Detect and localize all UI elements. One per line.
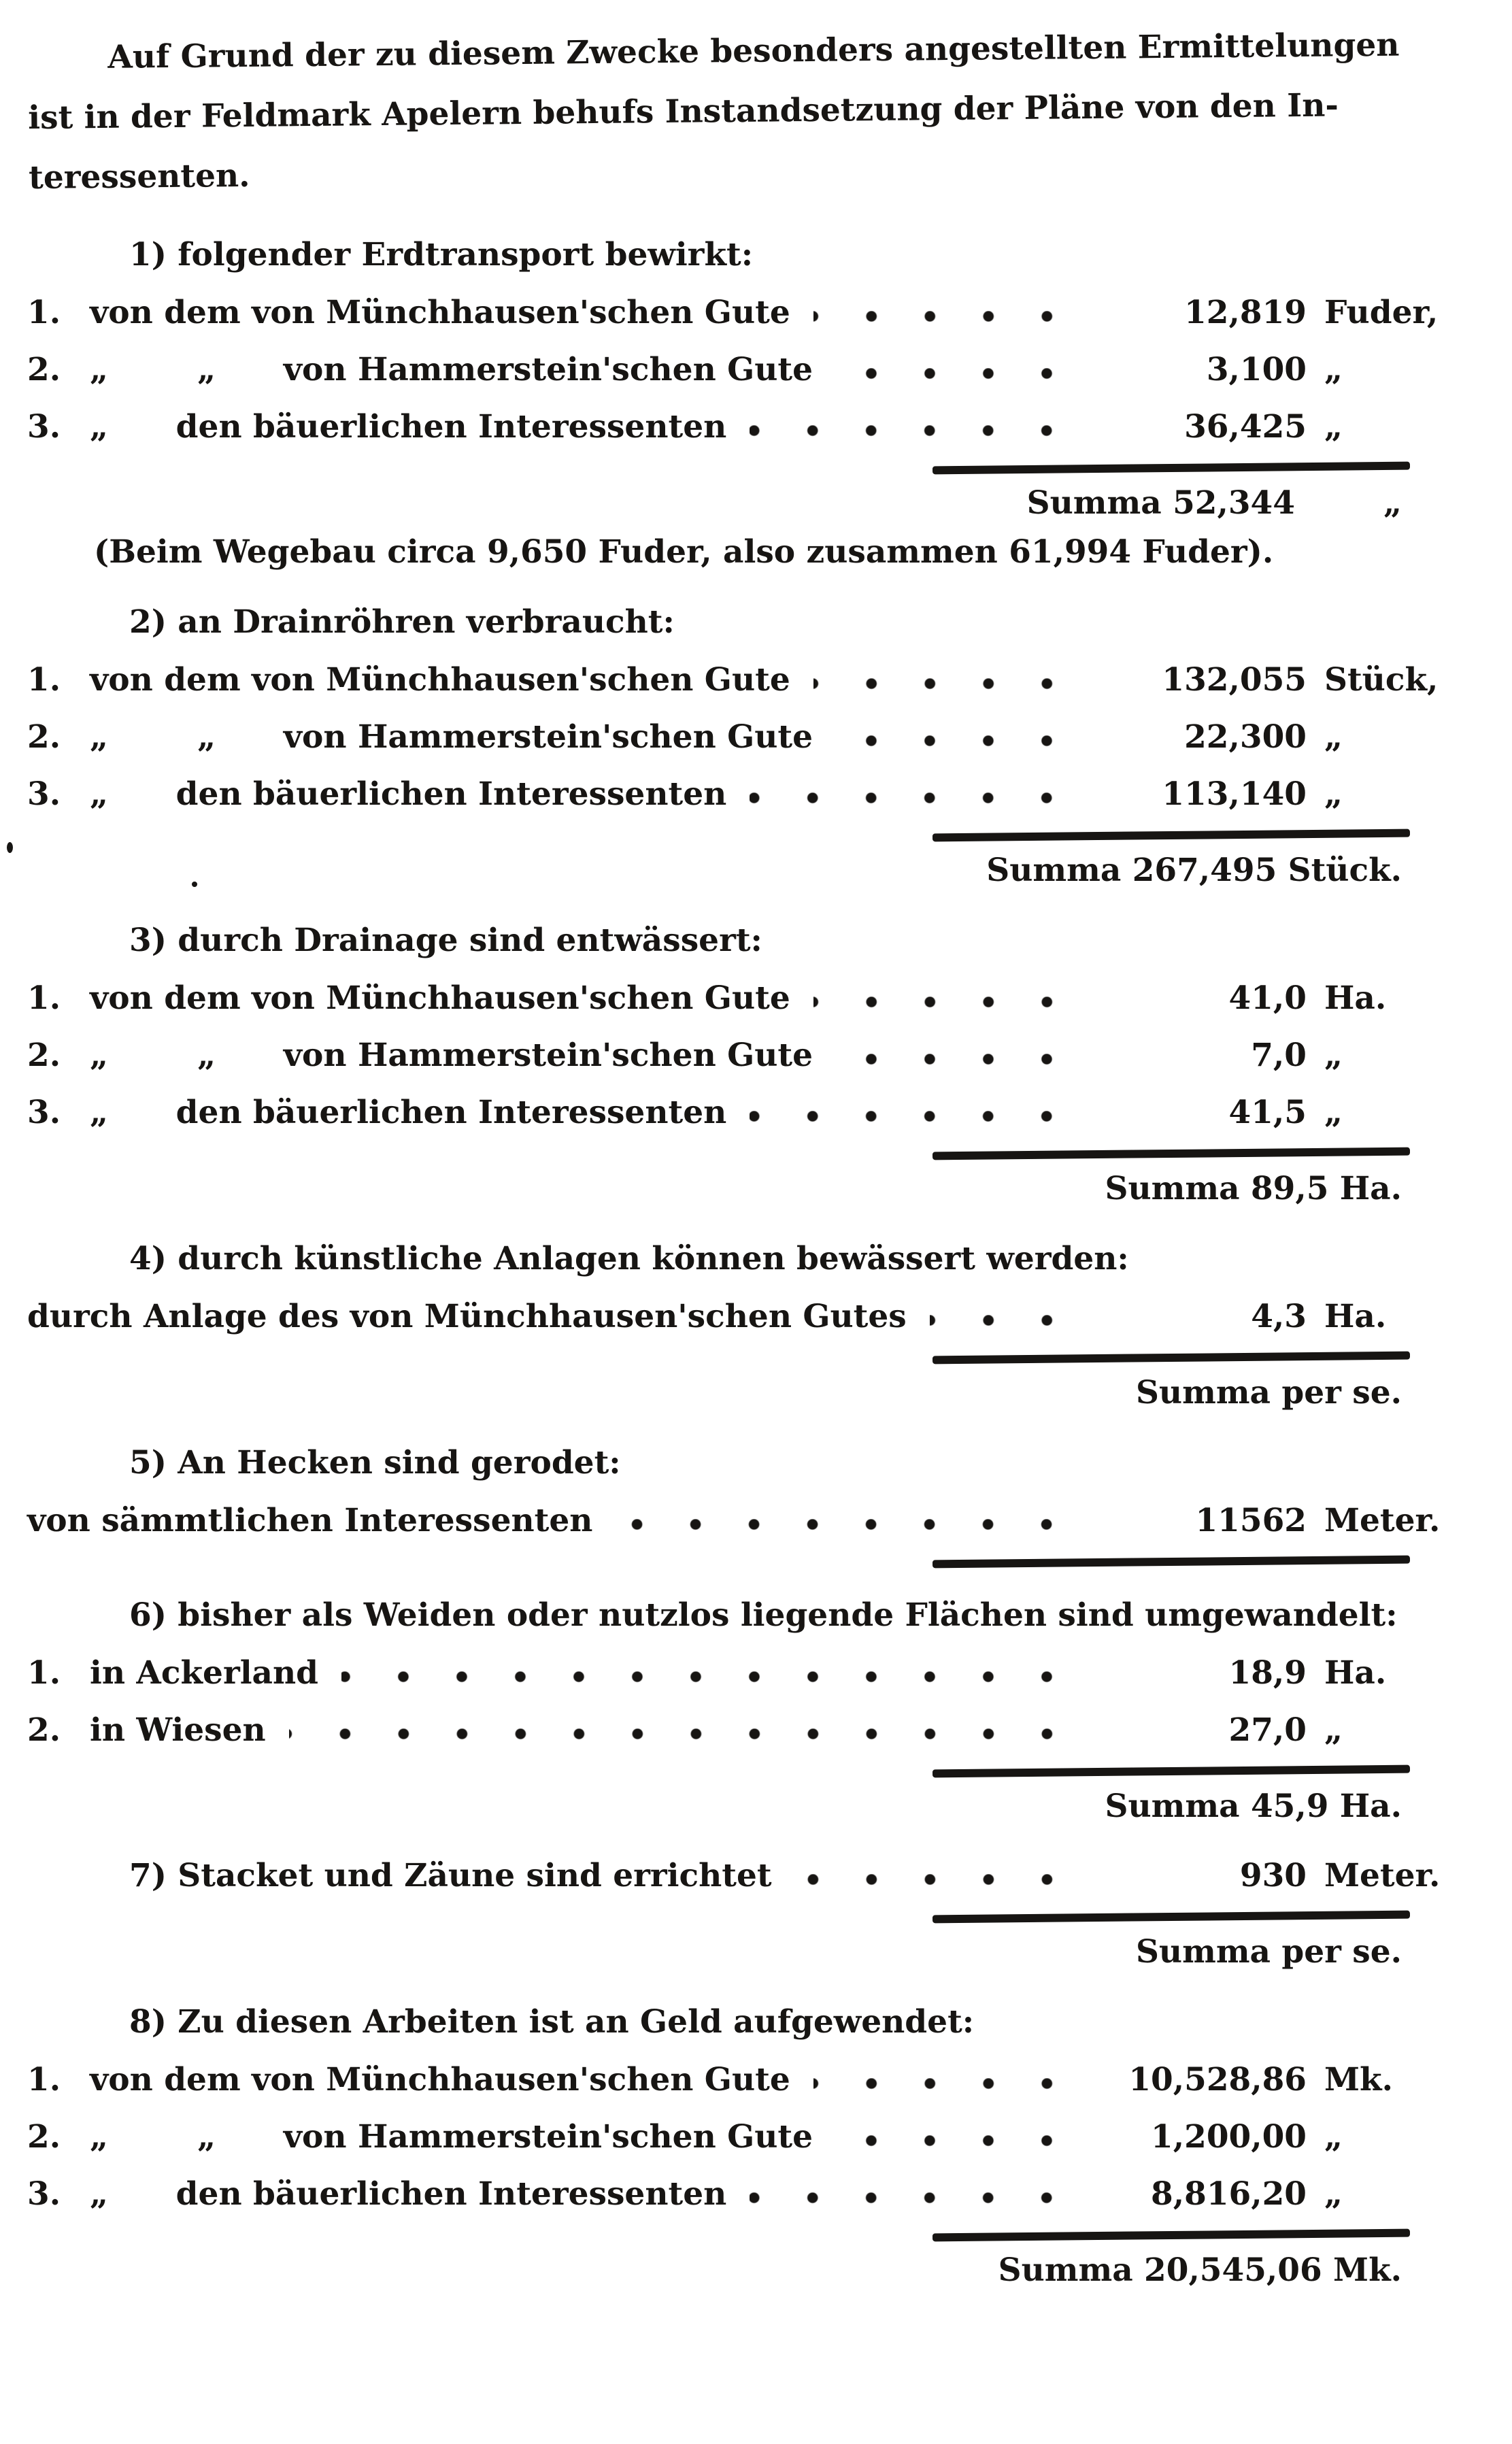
summa-line: [1105, 1786, 1402, 1827]
section-umwandlung: [27, 1594, 1459, 1827]
item-value: 41,5: [1228, 1094, 1307, 1131]
item-value: 3,100: [1206, 351, 1307, 388]
summa-unit: „: [1383, 484, 1402, 522]
ditto-marks: „ „: [90, 1037, 217, 1074]
item-value: 4,3: [1251, 1298, 1307, 1335]
item-number: 2.: [27, 1711, 61, 1749]
summa-rule: [933, 462, 1410, 475]
summa-rule: [933, 2229, 1410, 2242]
summa-text: Summa 20,545,06 Mk.: [998, 2252, 1402, 2289]
summa-text: Summa 267,495 Stück.: [986, 852, 1402, 889]
item-value: 7,0: [1251, 1037, 1307, 1074]
dot-leader: [813, 678, 1099, 690]
item-unit: „: [1324, 408, 1343, 446]
item-row: [27, 2174, 1459, 2215]
item-number: 1.: [27, 980, 61, 1017]
item-label: von Hammerstein'schen Gute: [283, 1037, 813, 1074]
item-row: [27, 978, 1459, 1019]
item-value: 11562: [1195, 1502, 1307, 1539]
summa-text: Summa 89,5 Ha.: [1105, 1170, 1402, 1207]
intro-line: Auf Grund der zu diesem Zwecke besonders angestellten Ermittelungen: [107, 26, 1400, 76]
item-value: 10,528,86: [1128, 2061, 1307, 2098]
dot-leader: [795, 1874, 1099, 1886]
item-row: [27, 407, 1459, 448]
item-label: in Wiesen: [90, 1711, 266, 1749]
summa-rule: [933, 1911, 1410, 1924]
summa-text: Summa per se.: [1135, 1933, 1402, 1971]
item-value: 113,140: [1162, 775, 1307, 813]
ink-speck: [7, 842, 13, 853]
ditto-marks: „: [90, 408, 109, 446]
section-heading: 7) Stacket und Zäune sind errichtet: [129, 1857, 772, 1894]
ink-speck: [192, 882, 197, 887]
summa-block: [27, 1558, 1459, 1566]
section-heading: 6) bisher als Weiden oder nutzlos liegende Flächen sind umgewandelt:: [129, 1596, 1398, 1634]
item-unit: Fuder,: [1324, 294, 1439, 331]
section-hecken: [27, 1442, 1459, 1566]
section-heading: 1) folgender Erdtransport bewirkt:: [129, 236, 754, 273]
item-unit: Mk.: [1324, 2061, 1393, 2098]
summa-line: [1105, 1169, 1402, 1209]
section-erdtransport: [27, 234, 1459, 573]
item-unit: „: [1324, 2175, 1343, 2213]
section-heading: 3) durch Drainage sind entwässert:: [129, 922, 762, 959]
summa-block: [27, 464, 1459, 524]
dot-leader: [750, 425, 1099, 437]
summa-block: [27, 831, 1459, 891]
item-row: [27, 774, 1459, 815]
item-value: 18,9: [1228, 1654, 1307, 1692]
ditto-marks: „: [90, 2175, 109, 2213]
intro-paragraph: [27, 15, 1460, 208]
item-value: 1,200,00: [1151, 2118, 1307, 2156]
summa-line: [1136, 1932, 1402, 1973]
item-label: von Hammerstein'schen Gute: [283, 718, 813, 756]
section-drainroehren: [27, 601, 1459, 891]
item-value: 132,055: [1162, 661, 1307, 699]
summa-block: [27, 1913, 1459, 1973]
dot-leader: [836, 368, 1099, 380]
dot-leader: [930, 1315, 1099, 1326]
item-value: 27,0: [1228, 1711, 1307, 1749]
summa-block: [27, 1150, 1459, 1209]
summa-line: [1136, 1373, 1402, 1413]
wegebau-note: (Beim Wegebau circa 9,650 Fuder, also zusammen 61,994 Fuder).: [94, 533, 1274, 571]
item-number: 3.: [27, 775, 61, 813]
dot-leader: [750, 792, 1099, 804]
item-number: 1.: [27, 2061, 61, 2098]
item-unit: „: [1324, 775, 1343, 813]
item-value: 8,816,20: [1151, 2175, 1307, 2213]
item-label: von dem von Münchhausen'schen Gute: [90, 661, 790, 699]
item-number: 2.: [27, 718, 61, 756]
item-number: 2.: [27, 2118, 61, 2156]
item-label: den bäuerlichen Interessenten: [175, 1094, 727, 1131]
item-value: 22,300: [1184, 718, 1307, 756]
item-unit: „: [1324, 1037, 1343, 1074]
item-number: 3.: [27, 1094, 61, 1131]
section-stacket-zaeune: [27, 1856, 1459, 1973]
item-unit: „: [1324, 351, 1343, 388]
item-label: den bäuerlichen Interessenten: [175, 775, 727, 813]
ditto-marks: „: [90, 775, 109, 813]
summa-rule: [933, 1352, 1410, 1365]
item-row: [27, 2060, 1459, 2100]
summa-text: Summa 45,9 Ha.: [1105, 1788, 1402, 1825]
section-bewaesserung: [27, 1238, 1459, 1413]
item-number: 1.: [27, 661, 61, 699]
item-unit: Meter.: [1324, 1502, 1441, 1539]
item-value: 930: [1239, 1857, 1307, 1894]
summa-line: [1027, 483, 1402, 524]
dot-leader: [836, 1054, 1099, 1065]
item-unit: Ha.: [1324, 1298, 1387, 1335]
dot-leader: [750, 2192, 1099, 2204]
item-value: 41,0: [1228, 980, 1307, 1017]
item-label: von sämmtlichen Interessenten: [27, 1502, 593, 1539]
summa-block: [27, 2231, 1459, 2291]
item-label: den bäuerlichen Interessenten: [175, 2175, 727, 2213]
item-row: [27, 350, 1459, 390]
item-label: von dem von Münchhausen'schen Gute: [90, 980, 790, 1017]
item-value: 36,425: [1184, 408, 1307, 446]
item-unit: Ha.: [1324, 1654, 1387, 1692]
item-number: 2.: [27, 1037, 61, 1074]
item-row: [27, 1296, 1459, 1337]
ditto-marks: „ „: [90, 718, 217, 756]
item-label: in Ackerland: [90, 1654, 319, 1692]
item-unit: Meter.: [1324, 1857, 1441, 1894]
dot-leader: [341, 1671, 1099, 1683]
section-heading: 4) durch künstliche Anlagen können bewässert werden:: [129, 1240, 1129, 1277]
section-geldaufwand: [27, 2001, 1459, 2291]
summa-block: [27, 1767, 1459, 1827]
dot-leader: [616, 1519, 1099, 1530]
summa-text: Summa per se.: [1135, 1374, 1402, 1411]
dot-leader: [836, 2135, 1099, 2147]
item-unit: „: [1324, 2118, 1343, 2156]
item-number: 3.: [27, 2175, 61, 2213]
item-label: durch Anlage des von Münchhausen'schen Gutes: [27, 1298, 907, 1335]
item-row: [27, 660, 1459, 701]
item-number: 1.: [27, 294, 61, 331]
dot-leader: [750, 1111, 1099, 1122]
item-unit: „: [1324, 718, 1343, 756]
section-heading: 2) an Drainröhren verbraucht:: [129, 603, 675, 641]
dot-leader: [813, 311, 1099, 322]
dot-leader: [813, 997, 1099, 1008]
item-label: den bäuerlichen Interessenten: [175, 408, 727, 446]
item-row: [27, 2117, 1459, 2158]
item-row: [27, 1710, 1459, 1751]
summa-rule: [933, 1148, 1410, 1160]
item-row: [27, 717, 1459, 758]
summa-block: [27, 1354, 1459, 1413]
summa-line: [986, 850, 1402, 891]
section-heading: 5) An Hecken sind gerodet:: [129, 1444, 621, 1482]
item-row: [27, 1856, 1459, 1896]
section-drainage: [27, 920, 1459, 1209]
item-row: [27, 292, 1459, 333]
section-heading: 8) Zu diesen Arbeiten ist an Geld aufgewendet:: [129, 2003, 975, 2041]
summa-rule: [933, 1556, 1410, 1569]
item-row: [27, 1092, 1459, 1133]
item-row: [27, 1035, 1459, 1076]
ditto-marks: „: [90, 1094, 109, 1131]
item-value: 12,819: [1184, 294, 1307, 331]
item-number: 2.: [27, 351, 61, 388]
dot-leader: [836, 735, 1099, 747]
item-label: von dem von Münchhausen'schen Gute: [90, 294, 790, 331]
item-number: 3.: [27, 408, 61, 446]
dot-leader: [289, 1728, 1099, 1740]
item-row: [27, 1501, 1459, 1541]
item-number: 1.: [27, 1654, 61, 1692]
intro-line: ist in der Feldmark Apelern behufs Instandsetzung der Pläne von den In-: [27, 86, 1339, 137]
item-label: von Hammerstein'schen Gute: [283, 2118, 813, 2156]
item-label: von dem von Münchhausen'schen Gute: [90, 2061, 790, 2098]
item-unit: „: [1324, 1094, 1343, 1131]
summa-rule: [933, 829, 1410, 842]
summa-rule: [933, 1765, 1410, 1778]
ditto-marks: „ „: [90, 351, 217, 388]
intro-line: teressenten.: [28, 156, 250, 197]
item-label: von Hammerstein'schen Gute: [283, 351, 813, 388]
item-unit: Stück,: [1324, 661, 1439, 699]
summa-text: Summa 52,344: [1026, 484, 1295, 522]
summa-line: [998, 2250, 1402, 2291]
dot-leader: [813, 2078, 1099, 2090]
item-unit: „: [1324, 1711, 1343, 1749]
item-row: [27, 1653, 1459, 1694]
ditto-marks: „ „: [90, 2118, 217, 2156]
item-unit: Ha.: [1324, 980, 1387, 1017]
